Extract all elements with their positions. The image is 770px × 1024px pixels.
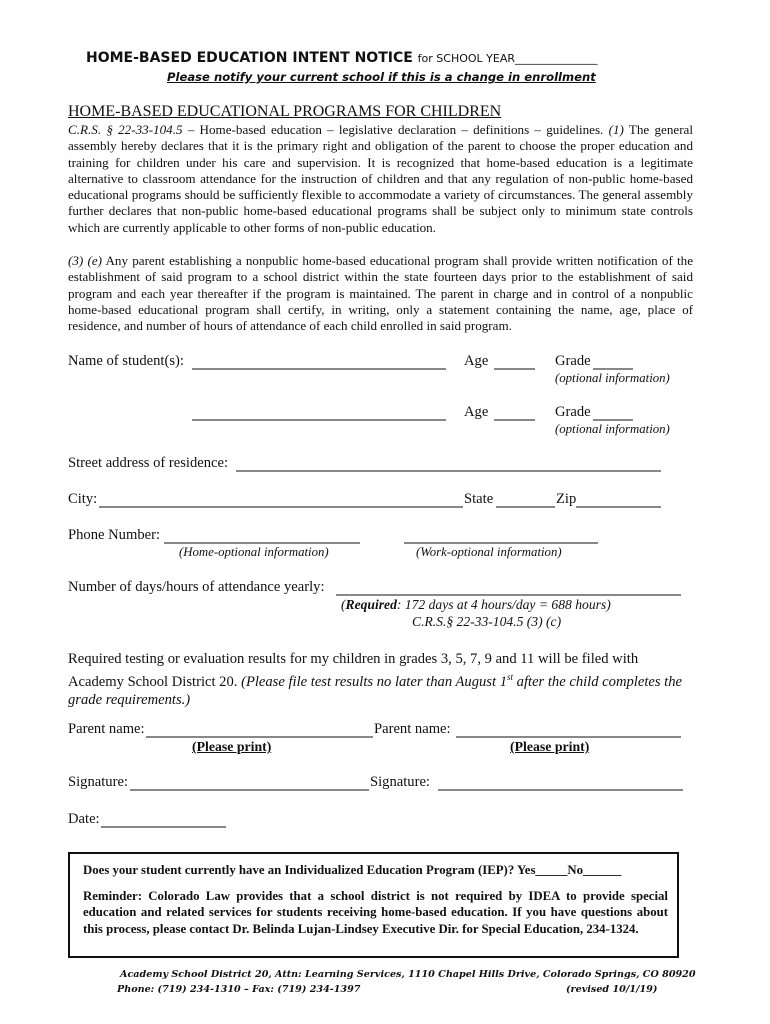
date-label: Date: [68,811,100,827]
iep-reminder: Reminder: Colorado Law provides that a school district is not required by IDEA to provide special education and related services for students receiving home-based education. If you have questions about this process, please contact Dr. Belinda Lujan-Lindsey Executive Dir. for Special Education, 234-1324. [83,889,668,936]
parent-name-input-1[interactable] [146,720,373,738]
parent-name-label-1: Parent name: [68,721,145,737]
attendance-input[interactable] [336,578,681,596]
footer-revised: (revised 10/1/19) [566,984,658,995]
grade-input-2[interactable] [593,403,633,421]
statute-citation: C.R.S. § 22-33-104.5 [68,122,183,137]
student-name-input-1[interactable] [192,352,446,370]
grade-optional-note-1: (optional information) [555,371,670,385]
school-year-field[interactable]: for SCHOOL YEAR_______________ [417,52,598,65]
parent-name-input-2[interactable] [456,720,681,738]
required-citation: C.R.S.§ 22-33-104.5 (3) (c) [412,614,562,629]
age-label-1: Age [464,353,489,369]
please-print-note-1: (Please print) [192,739,272,754]
signature-label-1: Signature: [68,774,128,790]
signature-label-2: Signature: [370,774,430,790]
form-subtitle: Please notify your current school if this is a change in enrollment [167,70,596,84]
please-print-note-2: (Please print) [510,739,590,754]
statute-subsection-3e: (3) (e) [68,253,102,268]
iep-notice-box [68,852,679,958]
age-label-2: Age [464,404,489,420]
required-note: (Required: 172 days at 4 hours/day = 688 hours) [341,597,611,612]
date-input[interactable] [101,810,226,828]
zip-label: Zip [556,491,577,507]
statute-subsection-1: (1) [608,122,624,137]
statute-body-1: The general assembly hereby declares that it is the primary right and obligation of the parent to choose the proper education and training for children under his care and supervision. It is recognized that home-based education is a legitimate alternative to classroom attendance for the instruction of children and that any regulation of non-public home-based educational programs should be sufficiently flexible to accommodate a variety of circumstances. The general assembly further declares that non-public home-based educational programs shall be subject only to minimum state controls which are currently applicable to other forms of non-public education. [68,122,694,235]
city-input[interactable] [99,490,463,508]
footer-phone: Phone: (719) 234-1310 – Fax: (719) 234-1397 [117,984,361,995]
required-word: Required [345,597,397,612]
student-name-input-2[interactable] [192,403,446,421]
parent-name-label-2: Parent name: [374,721,451,737]
footer-address: Academy School District 20, Attn: Learning Services, 1110 Chapel Hills Drive, Colorado Springs, CO 80920 [120,969,696,980]
street-label: Street address of residence: [68,455,229,471]
home-phone-input[interactable] [164,526,360,544]
testing-paragraph [68,650,693,709]
grade-label-1: Grade [555,353,591,369]
age-input-1[interactable] [494,352,535,370]
work-phone-input[interactable] [404,526,598,544]
student-name-label: Name of student(s): [68,353,184,369]
city-label: City: [68,491,98,507]
grade-optional-note-2: (optional information) [555,422,670,436]
grade-label-2: Grade [555,404,591,420]
age-input-2[interactable] [494,403,535,421]
section-heading: HOME-BASED EDUCATIONAL PROGRAMS FOR CHILDREN [68,103,502,120]
attendance-label: Number of days/hours of attendance yearly: [68,579,325,595]
home-phone-note: (Home-optional information) [179,545,329,559]
iep-question[interactable]: Does your student currently have an Individualized Education Program (IEP)? Yes_____No______ [83,863,622,877]
work-phone-note: (Work-optional information) [416,545,562,559]
statute-title: – Home-based education – legislative declaration – definitions – guidelines. [182,122,609,137]
state-label: State [464,491,494,507]
testing-note: (Please file test results no later than August 1st after the child completes the grade requirements.) [68,672,683,708]
grade-input-1[interactable] [593,352,633,370]
zip-input[interactable] [576,490,661,508]
state-input[interactable] [496,490,555,508]
street-input[interactable] [236,454,661,472]
required-detail: : 172 days at 4 hours/day = 688 hours) [396,597,611,612]
signature-input-1[interactable] [130,773,369,791]
signature-input-2[interactable] [438,773,683,791]
phone-label: Phone Number: [68,527,161,543]
testing-text: Required testing or evaluation results for my children in grades 3, 5, 7, 9 and 11 will be filed with Academy School District 20. [68,651,639,690]
form-title-main: HOME-BASED EDUCATION INTENT NOTICE [86,50,413,66]
statute-body-2: Any parent establishing a nonpublic home-based educational program shall provide written notification of the establishment of said program to a school district within the state fourteen days prior to the establishment of said program and each year thereafter if the program is maintained. The parent in charge and in control of a nonpublic home-based educational program shall certify, in writing, only a statement containing the name, age, place of residence, and number of hours of attendance of each child enrolled in said program. [68,253,693,334]
